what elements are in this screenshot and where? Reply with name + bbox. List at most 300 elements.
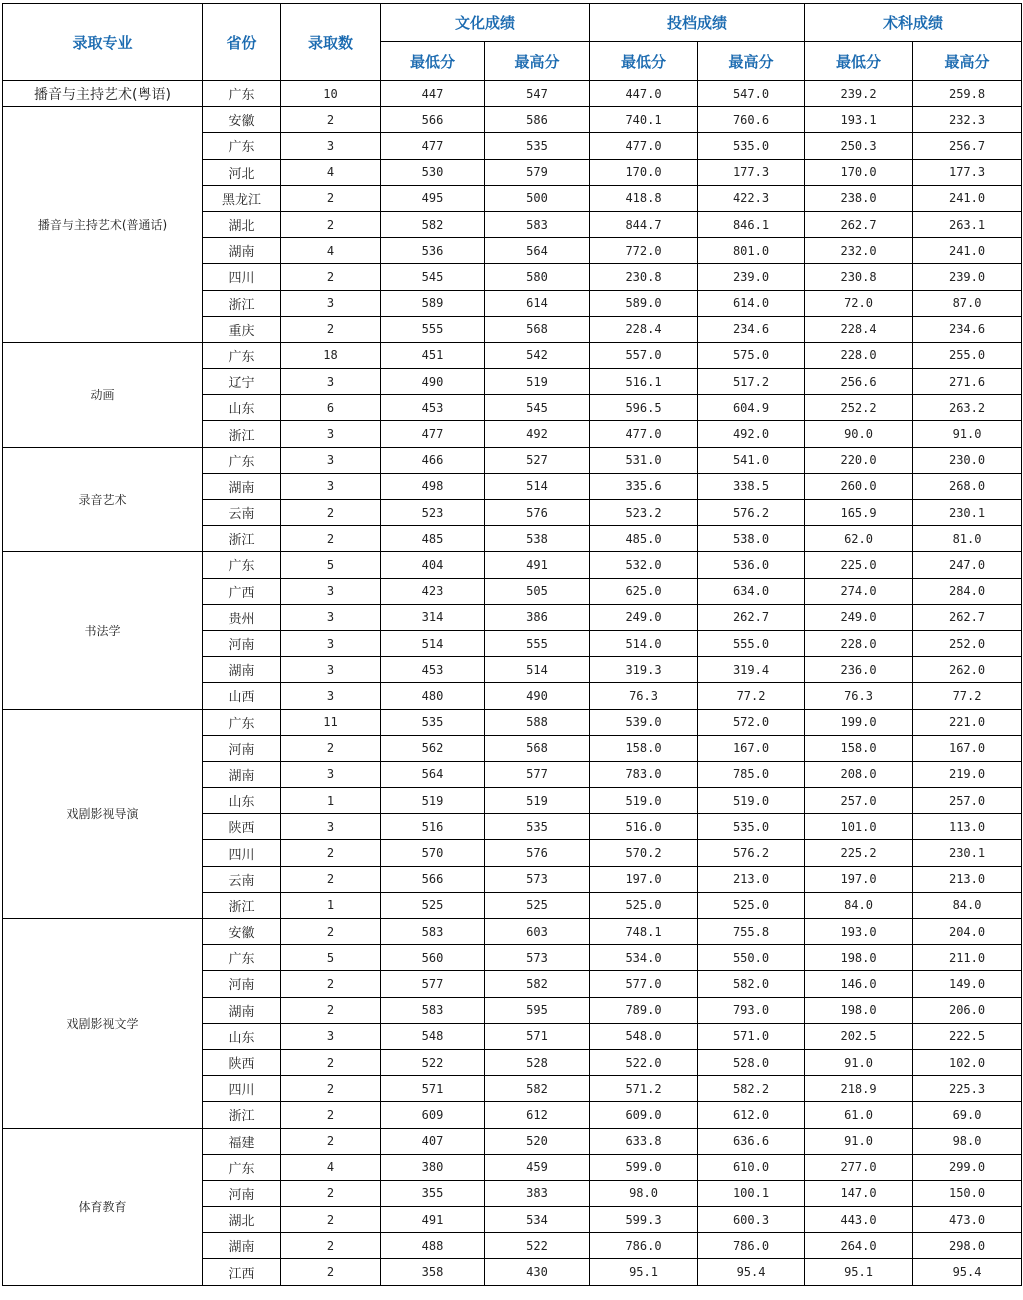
skill-max-cell: 167.0 [913,735,1022,761]
province-cell: 河北 [203,159,281,185]
culture-min-cell: 451 [381,342,485,368]
province-cell: 浙江 [203,526,281,552]
skill-min-cell: 165.9 [805,500,913,526]
skill-max-cell: 91.0 [913,421,1022,447]
culture-min-cell: 498 [381,473,485,499]
count-cell: 2 [281,919,381,945]
archive-max-cell: 234.6 [698,316,805,342]
header-archive-score: 投档成绩 [590,4,805,42]
skill-max-cell: 257.0 [913,788,1022,814]
skill-min-cell: 236.0 [805,657,913,683]
archive-min-cell: 514.0 [590,630,698,656]
skill-max-cell: 204.0 [913,919,1022,945]
skill-min-cell: 252.2 [805,395,913,421]
count-cell: 3 [281,369,381,395]
count-cell: 3 [281,630,381,656]
culture-max-cell: 571 [485,1023,590,1049]
culture-max-cell: 555 [485,630,590,656]
province-cell: 辽宁 [203,369,281,395]
culture-max-cell: 564 [485,238,590,264]
table-row [3,81,1022,107]
archive-max-cell: 786.0 [698,1233,805,1259]
province-cell: 四川 [203,1076,281,1102]
skill-min-cell: 277.0 [805,1154,913,1180]
archive-min-cell: 786.0 [590,1233,698,1259]
skill-min-cell: 193.0 [805,919,913,945]
admission-scores-table [2,3,1022,1286]
skill-max-cell: 230.1 [913,840,1022,866]
skill-max-cell: 150.0 [913,1180,1022,1206]
count-cell: 5 [281,552,381,578]
skill-max-cell: 262.0 [913,657,1022,683]
skill-min-cell: 250.3 [805,133,913,159]
archive-min-cell: 447.0 [590,81,698,107]
culture-min-cell: 530 [381,159,485,185]
culture-max-cell: 386 [485,604,590,630]
header-skill-score: 术科成绩 [805,4,1022,42]
major-cell: 戏剧影视导演 [3,709,203,919]
culture-max-cell: 519 [485,369,590,395]
skill-min-cell: 260.0 [805,473,913,499]
culture-min-cell: 447 [381,81,485,107]
culture-min-cell: 564 [381,761,485,787]
major-cell: 播音与主持艺术(普通话) [3,107,203,343]
archive-min-cell: 525.0 [590,892,698,918]
province-cell: 陕西 [203,814,281,840]
province-cell: 广东 [203,81,281,107]
count-cell: 1 [281,892,381,918]
skill-max-cell: 81.0 [913,526,1022,552]
skill-min-cell: 225.2 [805,840,913,866]
skill-min-cell: 274.0 [805,578,913,604]
culture-max-cell: 492 [485,421,590,447]
count-cell: 2 [281,1102,381,1128]
archive-max-cell: 100.1 [698,1180,805,1206]
archive-max-cell: 262.7 [698,604,805,630]
culture-min-cell: 570 [381,840,485,866]
skill-min-cell: 72.0 [805,290,913,316]
province-cell: 湖南 [203,473,281,499]
skill-min-cell: 146.0 [805,971,913,997]
count-cell: 10 [281,81,381,107]
culture-min-cell: 358 [381,1259,485,1285]
archive-min-cell: 571.2 [590,1076,698,1102]
culture-min-cell: 548 [381,1023,485,1049]
archive-min-cell: 532.0 [590,552,698,578]
archive-max-cell: 760.6 [698,107,805,133]
count-cell: 4 [281,159,381,185]
province-cell: 浙江 [203,290,281,316]
culture-max-cell: 580 [485,264,590,290]
archive-min-cell: 76.3 [590,683,698,709]
skill-max-cell: 87.0 [913,290,1022,316]
major-cell: 动画 [3,342,203,447]
skill-min-cell: 262.7 [805,211,913,237]
culture-max-cell: 568 [485,316,590,342]
province-cell: 安徽 [203,919,281,945]
province-cell: 广东 [203,945,281,971]
archive-min-cell: 625.0 [590,578,698,604]
province-cell: 安徽 [203,107,281,133]
count-cell: 1 [281,788,381,814]
table-body [3,81,1022,1286]
province-cell: 广东 [203,1154,281,1180]
skill-min-cell: 443.0 [805,1207,913,1233]
archive-min-cell: 170.0 [590,159,698,185]
culture-min-cell: 562 [381,735,485,761]
archive-max-cell: 525.0 [698,892,805,918]
skill-min-cell: 230.8 [805,264,913,290]
culture-max-cell: 528 [485,1049,590,1075]
count-cell: 5 [281,945,381,971]
skill-max-cell: 255.0 [913,342,1022,368]
count-cell: 2 [281,264,381,290]
skill-max-cell: 271.6 [913,369,1022,395]
table-row [3,919,1022,945]
culture-max-cell: 576 [485,500,590,526]
table-row [3,709,1022,735]
skill-max-cell: 263.1 [913,211,1022,237]
archive-min-cell: 589.0 [590,290,698,316]
archive-max-cell: 801.0 [698,238,805,264]
skill-max-cell: 219.0 [913,761,1022,787]
skill-max-cell: 262.7 [913,604,1022,630]
count-cell: 6 [281,395,381,421]
culture-min-cell: 577 [381,971,485,997]
count-cell: 3 [281,473,381,499]
archive-max-cell: 517.2 [698,369,805,395]
archive-max-cell: 535.0 [698,133,805,159]
major-cell: 录音艺术 [3,447,203,552]
culture-min-cell: 535 [381,709,485,735]
count-cell: 2 [281,185,381,211]
culture-min-cell: 477 [381,133,485,159]
archive-min-cell: 95.1 [590,1259,698,1285]
skill-max-cell: 239.0 [913,264,1022,290]
province-cell: 山东 [203,395,281,421]
archive-min-cell: 523.2 [590,500,698,526]
culture-min-cell: 404 [381,552,485,578]
province-cell: 湖北 [203,211,281,237]
archive-min-cell: 228.4 [590,316,698,342]
province-cell: 云南 [203,866,281,892]
skill-min-cell: 239.2 [805,81,913,107]
skill-min-cell: 62.0 [805,526,913,552]
archive-max-cell: 612.0 [698,1102,805,1128]
count-cell: 2 [281,1180,381,1206]
skill-max-cell: 241.0 [913,238,1022,264]
major-cell: 播音与主持艺术(粤语) [3,81,203,107]
skill-min-cell: 218.9 [805,1076,913,1102]
skill-max-cell: 222.5 [913,1023,1022,1049]
culture-max-cell: 582 [485,1076,590,1102]
archive-min-cell: 609.0 [590,1102,698,1128]
province-cell: 重庆 [203,316,281,342]
archive-min-cell: 516.1 [590,369,698,395]
culture-min-cell: 480 [381,683,485,709]
province-cell: 河南 [203,1180,281,1206]
count-cell: 2 [281,316,381,342]
archive-min-cell: 418.8 [590,185,698,211]
skill-min-cell: 95.1 [805,1259,913,1285]
archive-max-cell: 634.0 [698,578,805,604]
count-cell: 4 [281,1154,381,1180]
province-cell: 广东 [203,447,281,473]
culture-min-cell: 523 [381,500,485,526]
header-archive-min: 最低分 [590,42,698,81]
archive-max-cell: 610.0 [698,1154,805,1180]
archive-min-cell: 516.0 [590,814,698,840]
culture-max-cell: 527 [485,447,590,473]
archive-max-cell: 338.5 [698,473,805,499]
header-skill-min: 最低分 [805,42,913,81]
culture-min-cell: 423 [381,578,485,604]
culture-max-cell: 576 [485,840,590,866]
archive-min-cell: 522.0 [590,1049,698,1075]
culture-max-cell: 582 [485,971,590,997]
archive-max-cell: 755.8 [698,919,805,945]
archive-min-cell: 570.2 [590,840,698,866]
culture-min-cell: 453 [381,395,485,421]
header-major: 录取专业 [3,4,203,81]
skill-max-cell: 98.0 [913,1128,1022,1154]
culture-min-cell: 516 [381,814,485,840]
archive-min-cell: 557.0 [590,342,698,368]
province-cell: 云南 [203,500,281,526]
culture-min-cell: 453 [381,657,485,683]
skill-max-cell: 268.0 [913,473,1022,499]
skill-max-cell: 256.7 [913,133,1022,159]
skill-max-cell: 241.0 [913,185,1022,211]
culture-max-cell: 525 [485,892,590,918]
province-cell: 山东 [203,1023,281,1049]
count-cell: 2 [281,500,381,526]
province-cell: 山东 [203,788,281,814]
province-cell: 山西 [203,683,281,709]
archive-max-cell: 582.0 [698,971,805,997]
major-cell: 体育教育 [3,1128,203,1285]
archive-min-cell: 335.6 [590,473,698,499]
skill-min-cell: 147.0 [805,1180,913,1206]
skill-min-cell: 264.0 [805,1233,913,1259]
archive-min-cell: 772.0 [590,238,698,264]
archive-min-cell: 477.0 [590,421,698,447]
major-cell: 戏剧影视文学 [3,919,203,1129]
archive-max-cell: 575.0 [698,342,805,368]
culture-max-cell: 535 [485,814,590,840]
archive-min-cell: 577.0 [590,971,698,997]
archive-max-cell: 77.2 [698,683,805,709]
archive-max-cell: 536.0 [698,552,805,578]
culture-max-cell: 500 [485,185,590,211]
skill-max-cell: 221.0 [913,709,1022,735]
skill-max-cell: 149.0 [913,971,1022,997]
province-cell: 浙江 [203,892,281,918]
count-cell: 2 [281,107,381,133]
skill-max-cell: 69.0 [913,1102,1022,1128]
count-cell: 2 [281,1076,381,1102]
skill-min-cell: 228.0 [805,630,913,656]
province-cell: 江西 [203,1259,281,1285]
culture-min-cell: 582 [381,211,485,237]
skill-min-cell: 61.0 [805,1102,913,1128]
skill-max-cell: 247.0 [913,552,1022,578]
culture-max-cell: 430 [485,1259,590,1285]
skill-max-cell: 95.4 [913,1259,1022,1285]
archive-max-cell: 239.0 [698,264,805,290]
archive-max-cell: 167.0 [698,735,805,761]
skill-max-cell: 230.0 [913,447,1022,473]
culture-min-cell: 583 [381,997,485,1023]
culture-max-cell: 595 [485,997,590,1023]
count-cell: 2 [281,211,381,237]
skill-min-cell: 256.6 [805,369,913,395]
archive-min-cell: 748.1 [590,919,698,945]
culture-max-cell: 505 [485,578,590,604]
skill-max-cell: 299.0 [913,1154,1022,1180]
archive-max-cell: 846.1 [698,211,805,237]
skill-max-cell: 177.3 [913,159,1022,185]
skill-min-cell: 84.0 [805,892,913,918]
culture-min-cell: 589 [381,290,485,316]
skill-min-cell: 257.0 [805,788,913,814]
skill-max-cell: 77.2 [913,683,1022,709]
archive-min-cell: 249.0 [590,604,698,630]
archive-min-cell: 789.0 [590,997,698,1023]
culture-min-cell: 560 [381,945,485,971]
header-skill-max: 最高分 [913,42,1022,81]
culture-max-cell: 573 [485,866,590,892]
province-cell: 贵州 [203,604,281,630]
culture-min-cell: 380 [381,1154,485,1180]
culture-min-cell: 525 [381,892,485,918]
archive-min-cell: 548.0 [590,1023,698,1049]
count-cell: 3 [281,421,381,447]
culture-max-cell: 459 [485,1154,590,1180]
archive-max-cell: 528.0 [698,1049,805,1075]
province-cell: 湖南 [203,238,281,264]
culture-max-cell: 568 [485,735,590,761]
skill-max-cell: 102.0 [913,1049,1022,1075]
province-cell: 湖南 [203,761,281,787]
count-cell: 3 [281,578,381,604]
culture-min-cell: 545 [381,264,485,290]
skill-min-cell: 225.0 [805,552,913,578]
culture-min-cell: 566 [381,107,485,133]
archive-min-cell: 485.0 [590,526,698,552]
count-cell: 4 [281,238,381,264]
count-cell: 2 [281,971,381,997]
major-cell: 书法学 [3,552,203,709]
skill-max-cell: 206.0 [913,997,1022,1023]
skill-min-cell: 202.5 [805,1023,913,1049]
culture-min-cell: 583 [381,919,485,945]
table-row [3,1128,1022,1154]
archive-max-cell: 319.4 [698,657,805,683]
skill-min-cell: 91.0 [805,1049,913,1075]
culture-max-cell: 573 [485,945,590,971]
header-archive-max: 最高分 [698,42,805,81]
province-cell: 广东 [203,552,281,578]
culture-min-cell: 491 [381,1207,485,1233]
skill-min-cell: 198.0 [805,997,913,1023]
skill-min-cell: 228.0 [805,342,913,368]
archive-min-cell: 844.7 [590,211,698,237]
count-cell: 2 [281,735,381,761]
province-cell: 黑龙江 [203,185,281,211]
culture-min-cell: 488 [381,1233,485,1259]
province-cell: 陕西 [203,1049,281,1075]
archive-max-cell: 535.0 [698,814,805,840]
culture-max-cell: 519 [485,788,590,814]
skill-min-cell: 91.0 [805,1128,913,1154]
culture-min-cell: 485 [381,526,485,552]
count-cell: 3 [281,814,381,840]
archive-min-cell: 633.8 [590,1128,698,1154]
archive-max-cell: 600.3 [698,1207,805,1233]
skill-max-cell: 259.8 [913,81,1022,107]
archive-min-cell: 230.8 [590,264,698,290]
header-culture-min: 最低分 [381,42,485,81]
culture-min-cell: 536 [381,238,485,264]
skill-min-cell: 198.0 [805,945,913,971]
table-row [3,447,1022,473]
skill-max-cell: 298.0 [913,1233,1022,1259]
skill-min-cell: 158.0 [805,735,913,761]
province-cell: 四川 [203,840,281,866]
culture-max-cell: 542 [485,342,590,368]
culture-max-cell: 520 [485,1128,590,1154]
archive-max-cell: 582.2 [698,1076,805,1102]
table-row [3,342,1022,368]
culture-min-cell: 609 [381,1102,485,1128]
skill-max-cell: 473.0 [913,1207,1022,1233]
archive-max-cell: 614.0 [698,290,805,316]
count-cell: 3 [281,1023,381,1049]
culture-max-cell: 586 [485,107,590,133]
skill-max-cell: 113.0 [913,814,1022,840]
skill-min-cell: 208.0 [805,761,913,787]
header-province: 省份 [203,4,281,81]
skill-max-cell: 252.0 [913,630,1022,656]
archive-max-cell: 519.0 [698,788,805,814]
culture-max-cell: 577 [485,761,590,787]
archive-min-cell: 740.1 [590,107,698,133]
province-cell: 广东 [203,342,281,368]
skill-max-cell: 284.0 [913,578,1022,604]
culture-max-cell: 514 [485,657,590,683]
province-cell: 湖南 [203,1233,281,1259]
table-header [3,4,1022,81]
skill-min-cell: 232.0 [805,238,913,264]
archive-max-cell: 541.0 [698,447,805,473]
archive-min-cell: 599.0 [590,1154,698,1180]
table-row [3,107,1022,133]
count-cell: 2 [281,866,381,892]
culture-max-cell: 612 [485,1102,590,1128]
archive-max-cell: 636.6 [698,1128,805,1154]
skill-min-cell: 193.1 [805,107,913,133]
skill-max-cell: 225.3 [913,1076,1022,1102]
culture-min-cell: 571 [381,1076,485,1102]
skill-max-cell: 232.3 [913,107,1022,133]
skill-min-cell: 101.0 [805,814,913,840]
skill-min-cell: 197.0 [805,866,913,892]
province-cell: 湖南 [203,997,281,1023]
archive-min-cell: 158.0 [590,735,698,761]
province-cell: 湖北 [203,1207,281,1233]
count-cell: 11 [281,709,381,735]
